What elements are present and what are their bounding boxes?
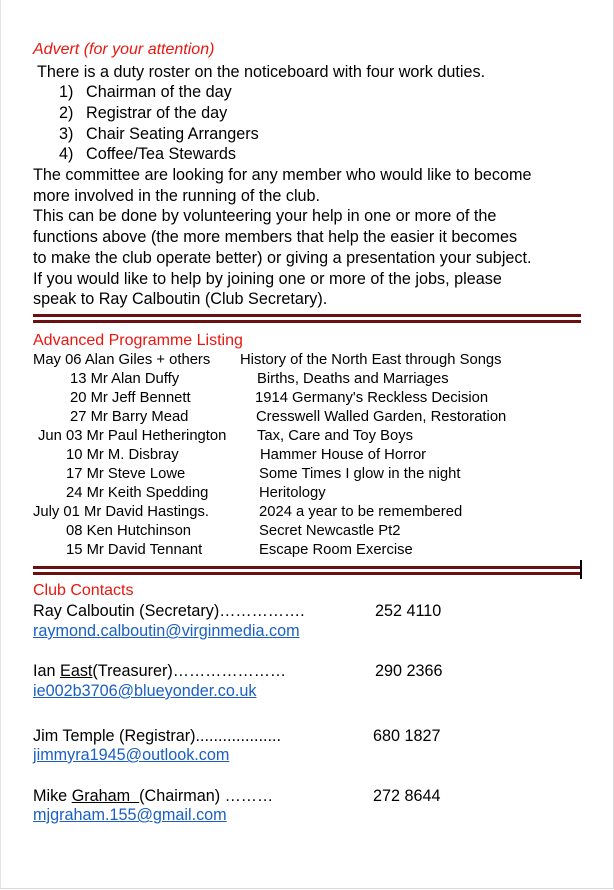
duty-item: 2) Registrar of the day — [59, 104, 228, 122]
programme-topic: 2024 a year to be remembered — [259, 504, 463, 520]
advert-paragraph-line: The committee are looking for any member who would like to become — [33, 166, 532, 184]
duty-item: 1) Chairman of the day — [59, 83, 232, 101]
contact-name: Jim Temple (Registrar)................... — [33, 727, 281, 745]
contacts-heading: Club Contacts — [33, 582, 134, 599]
programme-speaker: May 06 Alan Giles + others — [33, 352, 211, 368]
programme-speaker: July 01 Mr David Hastings. — [33, 504, 209, 520]
duty-item: 3) Chair Seating Arrangers — [59, 125, 259, 143]
programme-topic: Escape Room Exercise — [259, 542, 413, 558]
contact-email-link[interactable]: ie002b3706@blueyonder.co.uk — [33, 682, 257, 700]
programme-topic: Tax, Care and Toy Boys — [257, 428, 413, 444]
section-divider — [33, 314, 581, 323]
text-cursor — [580, 560, 582, 579]
programme-speaker: 24 Mr Keith Spedding — [66, 485, 209, 501]
programme-topic: Cresswell Walled Garden, Restoration — [256, 409, 507, 425]
contact-email-link[interactable]: mjgraham.155@gmail.com — [33, 806, 227, 824]
advert-paragraph-line: more involved in the running of the club. — [33, 187, 321, 205]
advert-heading: Advert (for your attention) — [33, 41, 215, 58]
programme-speaker: 27 Mr Barry Mead — [70, 409, 189, 425]
contact-phone: 290 2366 — [375, 662, 443, 680]
programme-speaker: Jun 03 Mr Paul Hetherington — [38, 428, 227, 444]
contact-email-link[interactable]: jimmyra1945@outlook.com — [33, 746, 230, 764]
contact-name: Ian East(Treasurer)………………… — [33, 662, 287, 680]
advert-paragraph-line: functions above (the more members that help the easier it becomes — [33, 228, 518, 246]
contact-phone: 252 4110 — [375, 602, 442, 620]
programme-topic: 1914 Germany's Reckless Decision — [255, 390, 489, 406]
programme-topic: Heritology — [259, 485, 326, 501]
programme-topic: Some Times I glow in the night — [259, 466, 461, 482]
programme-topic: History of the North East through Songs — [240, 352, 502, 368]
programme-topic: Secret Newcastle Pt2 — [259, 523, 401, 539]
contact-phone: 272 8644 — [373, 787, 441, 805]
advert-paragraph-line: to make the club operate better) or giving a presentation your subject. — [33, 249, 532, 267]
advert-paragraph-line: This can be done by volunteering your help in one or more of the — [33, 207, 497, 225]
programme-speaker: 17 Mr Steve Lowe — [66, 466, 186, 482]
advert-intro: There is a duty roster on the noticeboard with four work duties. — [37, 63, 486, 81]
programme-speaker: 13 Mr Alan Duffy — [70, 371, 180, 387]
contact-name: Mike Graham (Chairman) ……… — [33, 787, 274, 805]
programme-speaker: 10 Mr M. Disbray — [66, 447, 179, 463]
advert-paragraph-line: speak to Ray Calboutin (Club Secretary). — [33, 290, 328, 308]
programme-speaker: 08 Ken Hutchinson — [66, 523, 192, 539]
programme-heading: Advanced Programme Listing — [33, 332, 243, 349]
programme-speaker: 20 Mr Jeff Bennett — [70, 390, 191, 406]
contact-phone: 680 1827 — [373, 727, 441, 745]
duty-item: 4) Coffee/Tea Stewards — [59, 145, 236, 163]
contact-email-link[interactable]: raymond.calboutin@virginmedia.com — [33, 622, 300, 640]
section-divider — [33, 566, 581, 575]
programme-speaker: 15 Mr David Tennant — [66, 542, 203, 558]
programme-topic: Hammer House of Horror — [260, 447, 427, 463]
advert-paragraph-line: If you would like to help by joining one or more of the jobs, please — [33, 270, 502, 288]
contact-name: Ray Calboutin (Secretary)……………. — [33, 602, 305, 620]
programme-topic: Births, Deaths and Marriages — [257, 371, 449, 387]
